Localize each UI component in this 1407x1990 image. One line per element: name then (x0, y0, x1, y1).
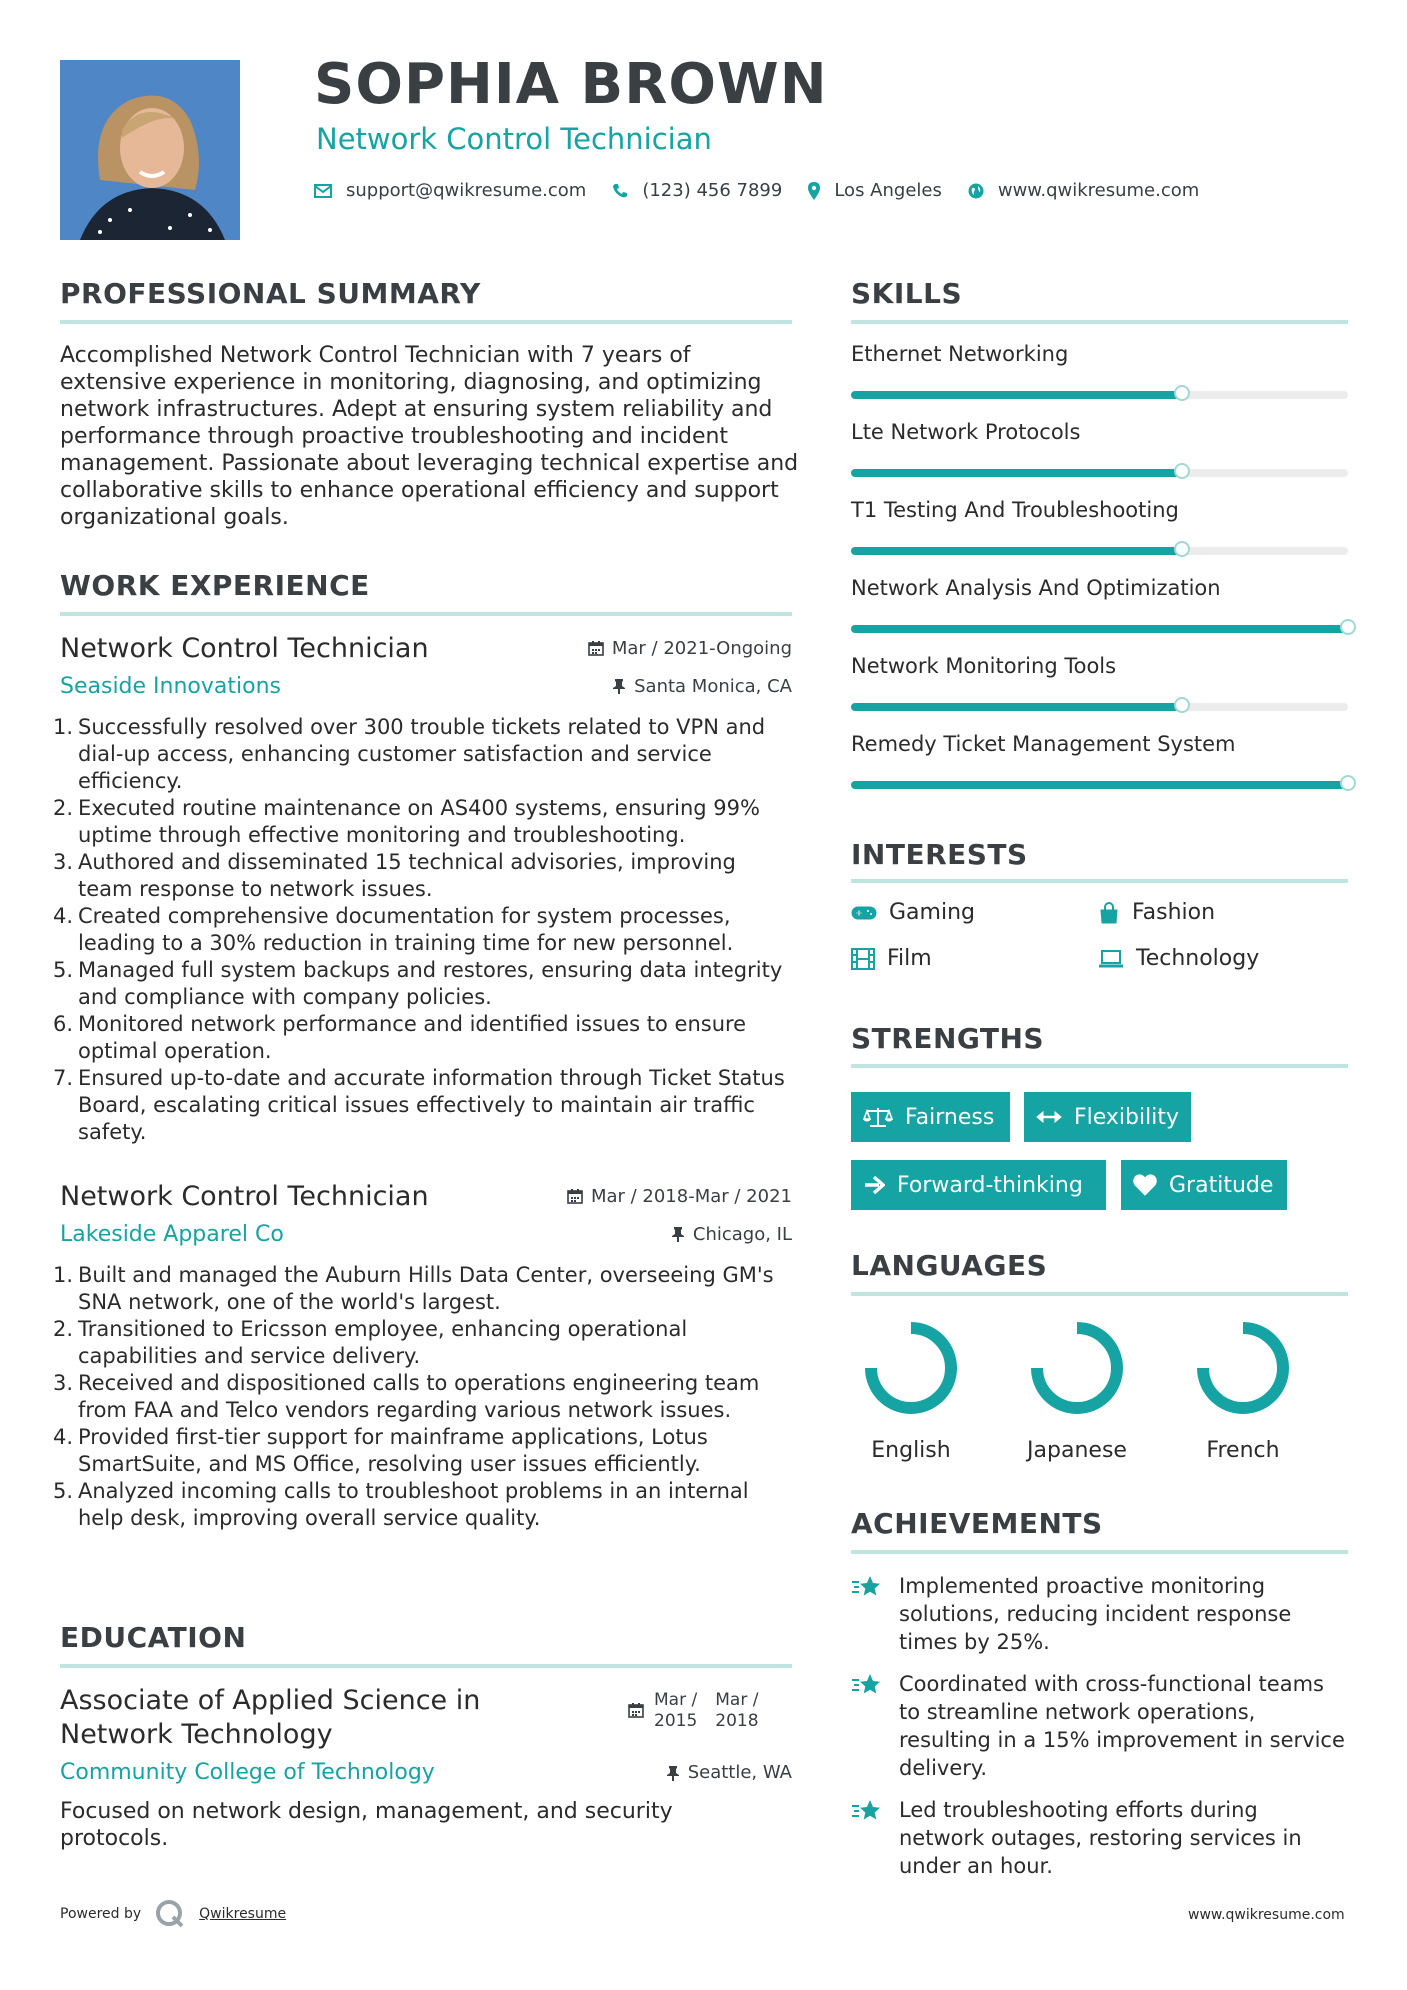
star-award-icon (851, 1672, 883, 1698)
skill-fill (851, 547, 1182, 555)
language-ring (1193, 1318, 1293, 1418)
company-name: Seaside Innovations (60, 673, 281, 699)
job-entry (53, 630, 792, 1146)
map-marker-icon (808, 182, 820, 200)
interest-item-film: Film (851, 946, 932, 971)
job-location: Santa Monica, CA (612, 676, 792, 697)
language-label: English (871, 1438, 951, 1463)
interests-divider (851, 879, 1348, 883)
powered-by-label: Powered by (60, 1906, 142, 1922)
interest-item-gaming: Gaming (851, 900, 975, 925)
language-item-french (1163, 1318, 1323, 1463)
skills-divider (851, 320, 1348, 324)
language-ring (1027, 1318, 1127, 1418)
list-item: 3. Received and dispositioned calls to operations engineering team from FAA and Telco vendors regarding various network issues. (53, 1371, 760, 1422)
skill-fill (851, 625, 1348, 633)
skill-fill (851, 391, 1182, 399)
language-level-arc (871, 1328, 951, 1408)
interest-item-fashion: Fashion (1098, 900, 1215, 925)
company-name: Lakeside Apparel Co (60, 1221, 284, 1247)
list-item: Implemented proactive monitoring solutions, reducing incident response times by 25%. (851, 1572, 1348, 1656)
job-bullets (53, 1262, 792, 1532)
skill-track (851, 703, 1348, 711)
skill-knob (1174, 697, 1190, 713)
contact-phone[interactable]: (123) 456 7899 (642, 180, 783, 201)
calendar-icon (628, 1702, 644, 1718)
qwikresume-logo-icon (155, 1899, 185, 1929)
list-item: Coordinated with cross-functional teams to streamline network operations, resulting in a 15% improvement in service delivery. (851, 1670, 1348, 1782)
skill-fill (851, 781, 1348, 789)
skill-track (851, 391, 1348, 399)
list-item: 3. Authored and disseminated 15 technical advisories, improving team response to network issues. (53, 850, 736, 901)
strength-tag-fairness: Fairness (851, 1092, 1010, 1142)
contact-email[interactable]: support@qwikresume.com (346, 180, 587, 201)
phone-icon (612, 183, 628, 199)
shopping-bag-icon (1098, 902, 1120, 924)
list-item: 1. Built and managed the Auburn Hills Data Center, overseeing GM's SNA network, one of the world's largest. (53, 1263, 774, 1314)
language-item-japanese (997, 1318, 1157, 1463)
skill-track (851, 625, 1348, 633)
language-label: Japanese (1027, 1438, 1127, 1463)
list-item: 6. Monitored network performance and identified issues to ensure optimal operation. (53, 1012, 747, 1063)
skill-item (851, 576, 1348, 654)
school-location: Seattle, WA (600, 1762, 792, 1783)
contact-website[interactable]: www.qwikresume.com (997, 180, 1200, 201)
job-date: Mar / 2018-Mar / 2021 (567, 1186, 792, 1207)
achievements-list (851, 1572, 1348, 1880)
language-ring (861, 1318, 961, 1418)
skill-track (851, 469, 1348, 477)
skill-item (851, 654, 1348, 732)
calendar-icon (567, 1188, 583, 1204)
education-end: Mar / 2018 (715, 1690, 759, 1731)
arrow-right-icon (863, 1175, 885, 1195)
skill-knob (1174, 541, 1190, 557)
strength-tag-gratitude: Gratitude (1121, 1160, 1287, 1210)
film-icon (851, 948, 875, 970)
summary-heading: PROFESSIONAL SUMMARY (60, 277, 481, 310)
skill-track (851, 781, 1348, 789)
job-title: Network Control Technician (60, 632, 429, 664)
profile-photo (60, 60, 240, 240)
skill-label: Remedy Ticket Management System (851, 732, 1236, 756)
job-title: Network Control Technician (60, 1180, 429, 1212)
list-item: 2. Transitioned to Ericsson employee, enhancing operational capabilities and service delivery. (53, 1317, 688, 1368)
skill-item (851, 498, 1348, 576)
pushpin-icon (671, 1226, 685, 1242)
candidate-title: Network Control Technician (316, 122, 712, 156)
strength-tag-forward-thinking: Forward-thinking (851, 1160, 1106, 1210)
languages-divider (851, 1292, 1348, 1296)
strength-tag-flexibility: Flexibility (1024, 1092, 1191, 1142)
laptop-icon (1098, 950, 1124, 968)
skills-list (851, 342, 1348, 810)
interest-item-technology: Technology (1098, 946, 1259, 971)
list-item: Led troubleshooting efforts during network outages, restoring services in under an hour. (851, 1796, 1348, 1880)
job-entry (53, 1178, 792, 1532)
degree-title: Associate of Applied Science in Network Technology (60, 1685, 481, 1750)
language-level-arc (1037, 1328, 1117, 1408)
skill-knob (1174, 463, 1190, 479)
contact-location: Los Angeles (834, 180, 942, 201)
job-date: Mar / 2021-Ongoing (588, 638, 792, 659)
list-item: 7. Ensured up-to-date and accurate information through Ticket Status Board, escalating critical issues effectively to maintain air traffic safety. (53, 1066, 785, 1144)
summary-divider (60, 320, 792, 324)
balance-scale-icon (863, 1106, 893, 1128)
skill-knob (1174, 385, 1190, 401)
list-item: 2. Executed routine maintenance on AS400 systems, ensuring 99% uptime through effective monitoring and troubleshooting. (53, 796, 760, 847)
skill-label: T1 Testing And Troubleshooting (851, 498, 1179, 522)
list-item: 4. Provided first-tier support for mainframe applications, Lotus SmartSuite, and MS Office, resolving user issues efficiently. (53, 1425, 708, 1476)
language-item-english (831, 1318, 991, 1463)
heart-icon (1133, 1174, 1157, 1196)
list-item: 5. Analyzed incoming calls to troubleshoot problems in an internal help desk, improving overall service quality. (53, 1479, 749, 1530)
language-level-arc (1203, 1328, 1283, 1408)
skills-heading: SKILLS (851, 277, 963, 310)
list-item: 5. Managed full system backups and restores, ensuring data integrity and compliance with company policies. (53, 958, 783, 1009)
achievements-divider (851, 1550, 1348, 1554)
language-label: French (1206, 1438, 1280, 1463)
skill-label: Lte Network Protocols (851, 420, 1081, 444)
skill-item (851, 732, 1348, 810)
footer-branding (60, 1899, 286, 1929)
footer-url[interactable]: www.qwikresume.com (1188, 1907, 1345, 1923)
skill-label: Ethernet Networking (851, 342, 1069, 366)
skill-label: Network Monitoring Tools (851, 654, 1117, 678)
list-item: 1. Successfully resolved over 300 trouble tickets related to VPN and dial-up access, enhancing customer satisfaction and service efficiency. (53, 715, 766, 793)
experience-heading: WORK EXPERIENCE (60, 569, 370, 602)
brand-link[interactable]: Qwikresume (199, 1906, 287, 1922)
education-dates (628, 1690, 759, 1732)
education-divider (60, 1664, 792, 1668)
skill-track (851, 547, 1348, 555)
skill-knob (1340, 619, 1356, 635)
calendar-icon (588, 640, 604, 656)
strengths-divider (851, 1064, 1348, 1068)
list-item: 4. Created comprehensive documentation for system processes, leading to a 30% reduction in training time for new personnel. (53, 904, 734, 955)
strengths-heading: STRENGTHS (851, 1022, 1045, 1055)
interests-heading: INTERESTS (851, 838, 1028, 871)
education-heading: EDUCATION (60, 1621, 247, 1654)
pushpin-icon (666, 1765, 680, 1781)
star-award-icon (851, 1574, 883, 1600)
pushpin-icon (612, 678, 626, 694)
arrows-horizontal-icon (1036, 1110, 1062, 1124)
contact-bar (314, 180, 1225, 201)
skill-label: Network Analysis And Optimization (851, 576, 1221, 600)
globe-icon (968, 183, 984, 199)
skill-fill (851, 469, 1182, 477)
gamepad-icon (851, 905, 877, 921)
job-location: Chicago, IL (671, 1224, 792, 1245)
summary-text: Accomplished Network Control Technician with 7 years of extensive experience in monitoring, diagnosing, and optimizing network infrastructures. Adept at ensuring system reliability and performance through proactive troubleshooting and incident management. Passionate about leveraging technical expertise and collaborative skills to enhance operational efficiency and support organizational goals. (60, 343, 799, 530)
candidate-name: SOPHIA BROWN (314, 52, 828, 117)
education-description: Focused on network design, management, and security protocols. (60, 1799, 673, 1851)
education-start: Mar / 2015 (654, 1690, 698, 1731)
skill-fill (851, 703, 1182, 711)
envelope-icon (314, 184, 332, 198)
achievements-heading: ACHIEVEMENTS (851, 1507, 1103, 1540)
job-bullets (53, 714, 792, 1146)
star-award-icon (851, 1798, 883, 1824)
languages-heading: LANGUAGES (851, 1249, 1048, 1282)
skill-item (851, 420, 1348, 498)
experience-divider (60, 612, 792, 616)
skill-knob (1340, 775, 1356, 791)
skill-item (851, 342, 1348, 420)
school-name: Community College of Technology (60, 1760, 435, 1785)
